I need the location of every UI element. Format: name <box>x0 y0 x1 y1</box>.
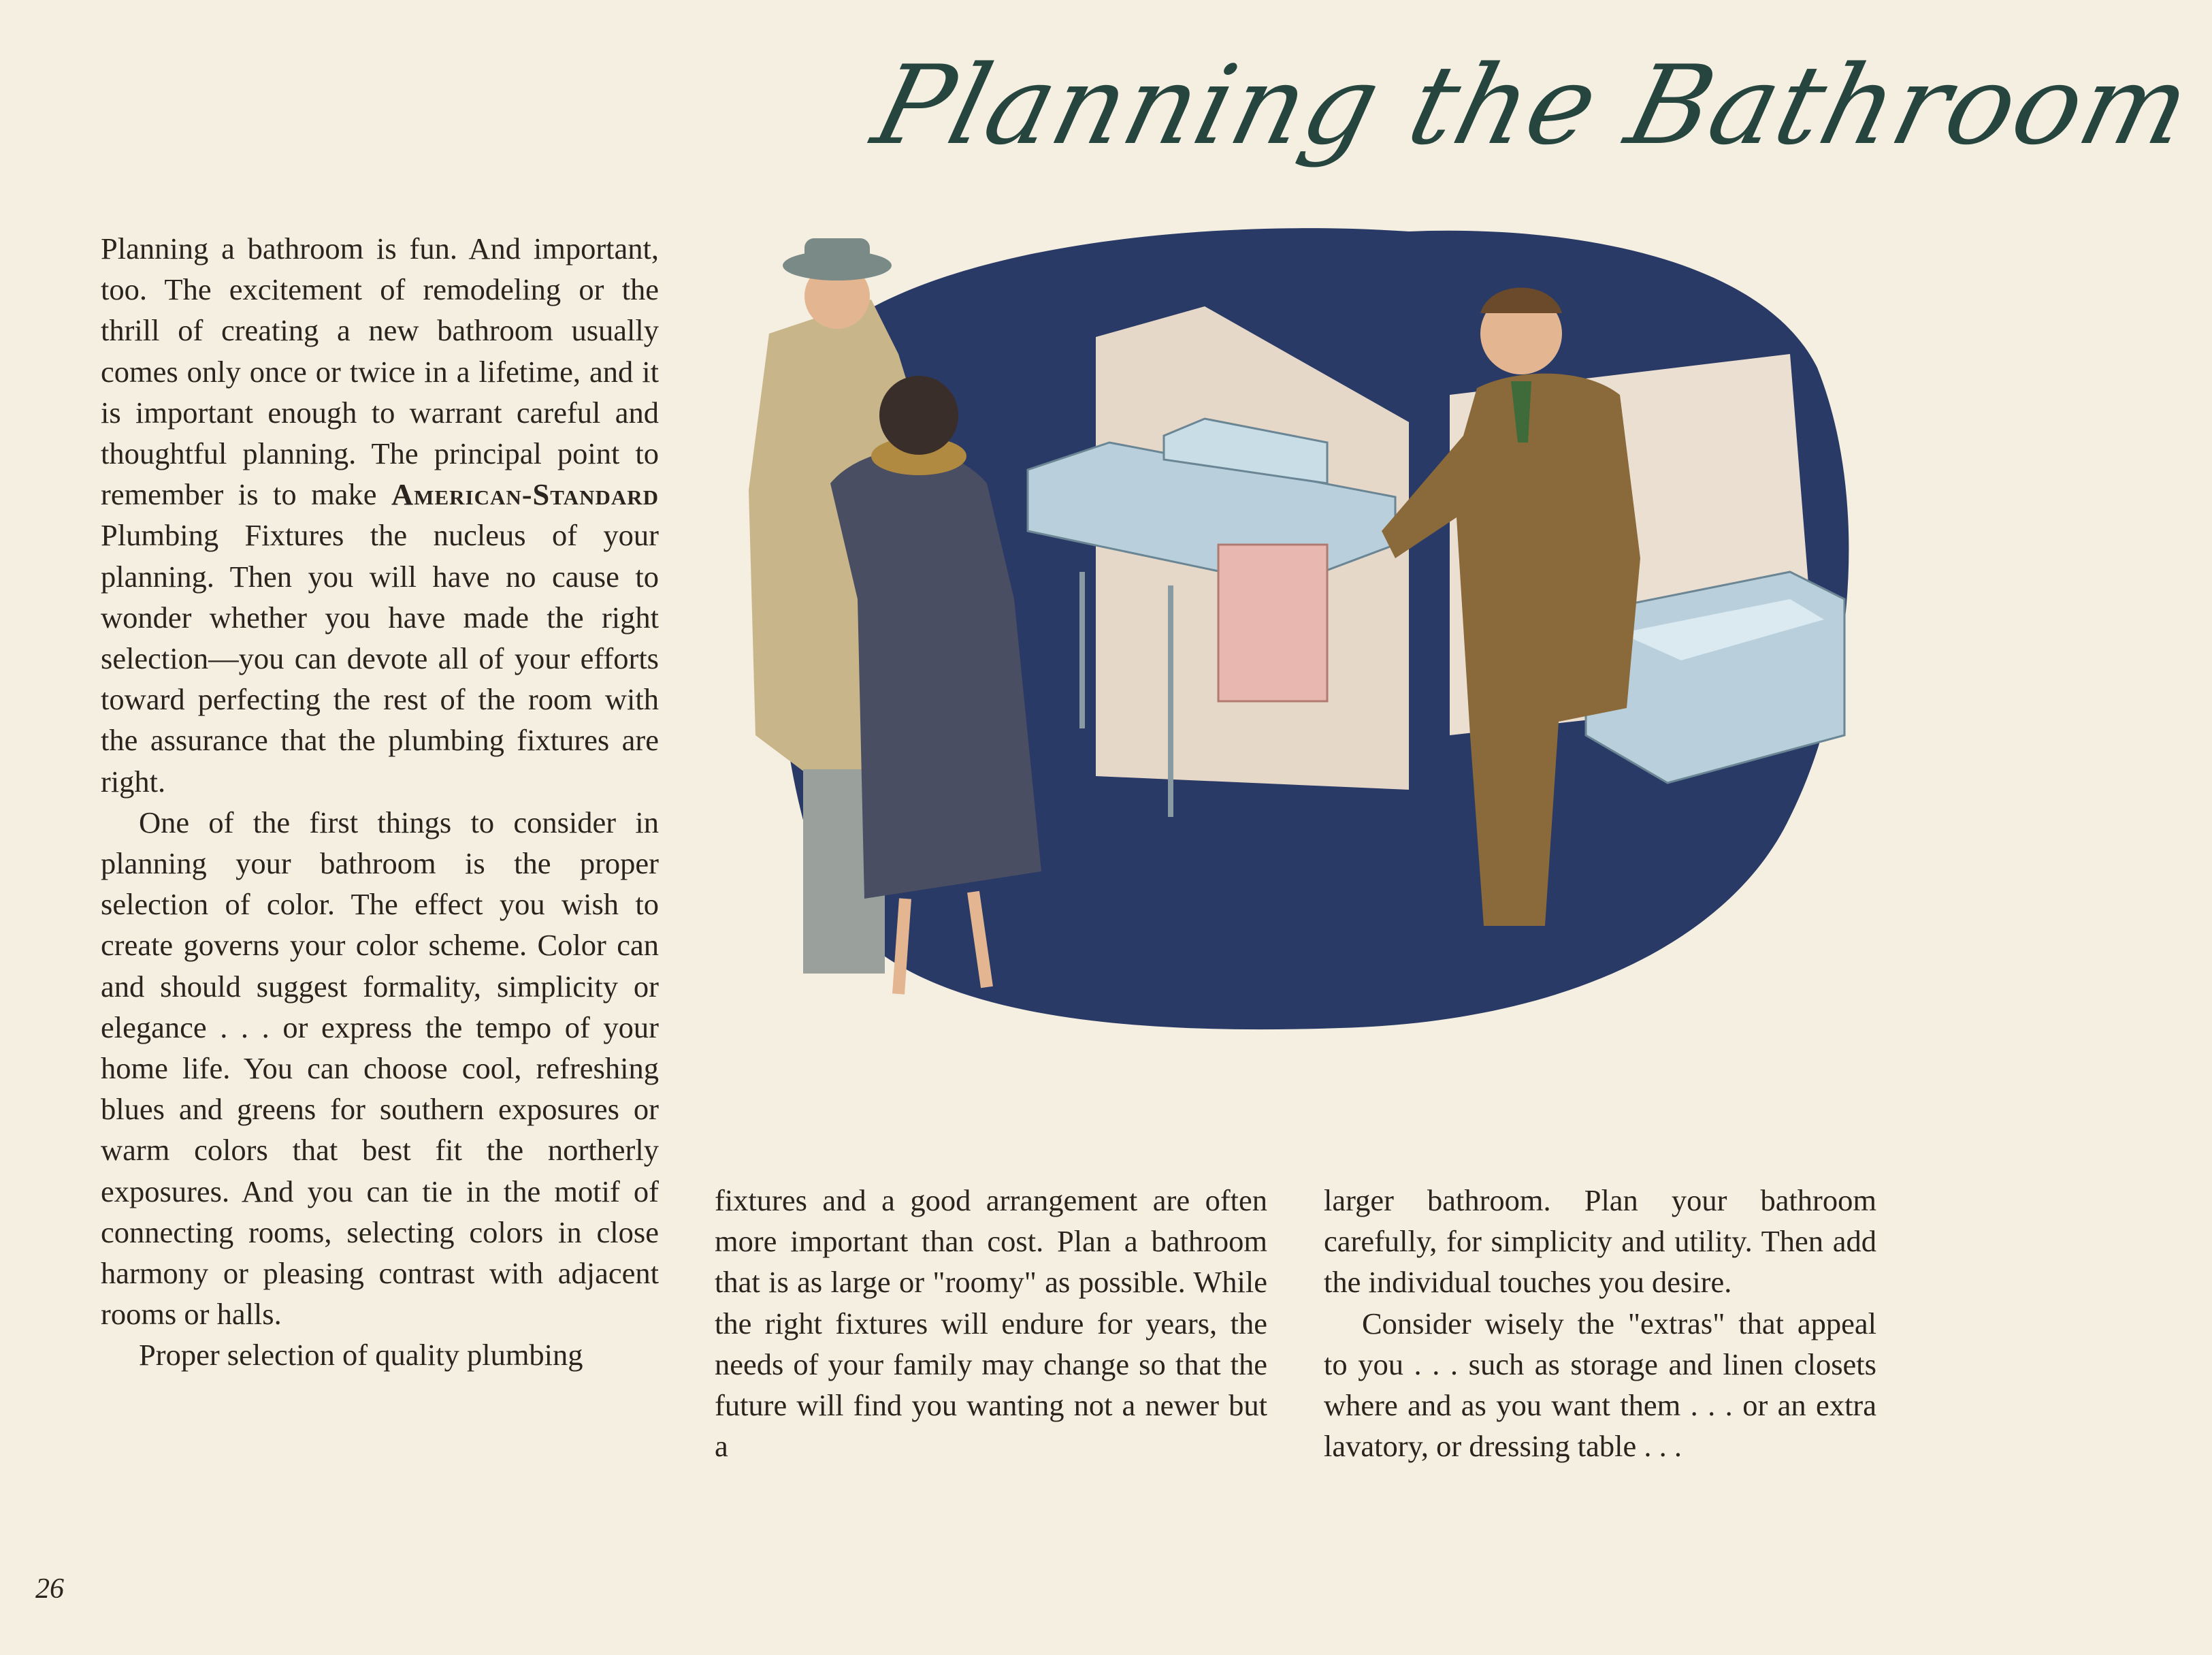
paragraph: One of the first things to consider in planning your bathroom is the proper selection of color. The effect you wish to create governs your color scheme. Color can and should suggest formality, simplicity or elegance . . . or express the tempo of your home life. You can choose cool, refreshing blues and greens for southern exposures or warm colors that best fit the northerly exposures. And you can tie in the motif of connecting rooms, selecting colors in close harmony or pleasing contrast with adjacent rooms or halls. <box>101 805 659 1332</box>
page-title: Planning the Bathroom <box>862 42 2204 169</box>
bathroom-illustration <box>728 218 1865 1062</box>
paragraph: Proper selection of quality plumbing <box>139 1338 583 1372</box>
text-column-3 <box>1324 1180 1876 1466</box>
paragraph: Consider wisely the "extras" that appeal to you . . . such as storage and linen closets where and as you want them . . . or an extra lavatory, or dressing table . . . <box>1324 1306 1876 1464</box>
paragraph: Planning a bathroom is fun. And important, too. The excitement of remodeling or the thrill of creating a new bathroom usually comes only once or twice in a lifetime, and it is important enough to warrant careful and thoughtful planning. The principal point to remember is to make American-Standard Plumbing Fixtures the nucleus of your planning. Then you will have no cause to wonder whether you have made the right selection—you can devote all of your efforts toward perfecting the rest of the room with the assurance that the plumbing fixtures are right. <box>101 231 659 799</box>
text-column-1 <box>101 228 659 1376</box>
paragraph: fixtures and a good arrangement are often more important than cost. Plan a bathroom that is as large or "roomy" as possible. While the right fixtures will endure for years, the needs of your family may change so that the future will find you wanting not a newer but a <box>715 1183 1267 1464</box>
text-column-2 <box>715 1180 1267 1466</box>
page-number: 26 <box>35 1573 64 1605</box>
paragraph: larger bathroom. Plan your bathroom carefully, for simplicity and utility. Then add the individual touches you desire. <box>1324 1183 1876 1300</box>
brand-name: American-Standard <box>391 477 659 512</box>
